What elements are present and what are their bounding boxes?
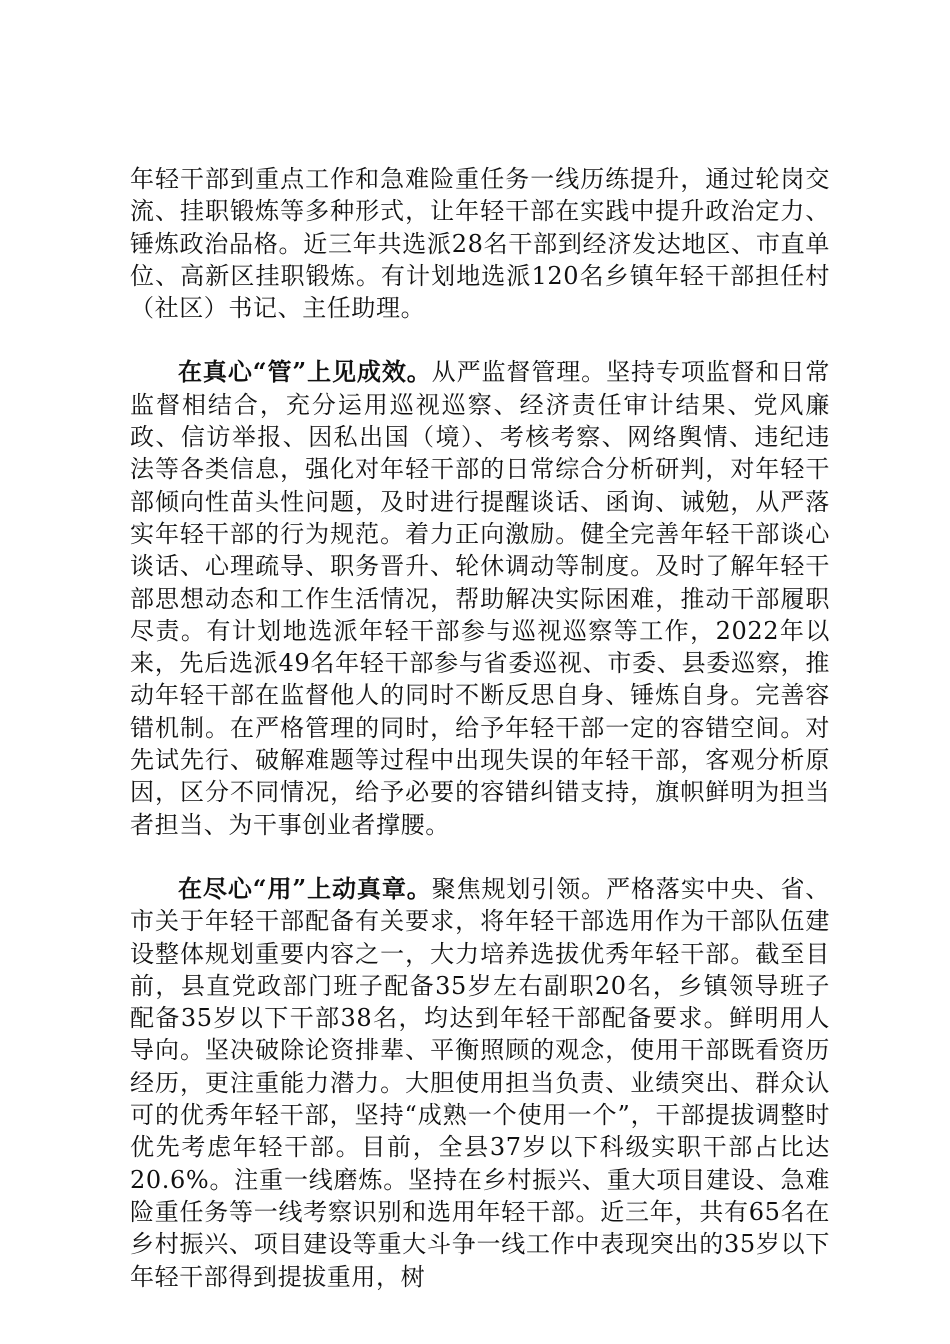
paragraph-3 bbox=[130, 873, 830, 1293]
document-body bbox=[130, 163, 830, 1325]
paragraph-2-body: 从严监督管理。坚持专项监督和日常监督相结合，充分运用巡视巡察、经济责任审计结果、党风廉政、信访举报、因私出国（境）、考核考察、网络舆情、违纪违法等各类信息，强化对年轻干部的日常综合分析研判，对年轻干部倾向性苗头性问题，及时进行提醒谈话、函询、诫勉，从严落实年轻干部的行为规范。着力正向激励。健全完善年轻干部谈心谈话、心理疏导、职务晋升、轮休调动等制度。及时了解年轻干部思想动态和工作生活情况，帮助解决实际困难，推动干部履职尽责。有计划地选派年轻干部参与巡视巡察等工作，2022年以来，先后选派49名年轻干部参与省委巡视、市委、县委巡察，推动年轻干部在监督他人的同时不断反思自身、锤炼自身。完善容错机制。在严格管理的同时，给予年轻干部一定的容错空间。对先试先行、破解难题等过程中出现失误的年轻干部，客观分析原因，区分不同情况，给予必要的容错纠错支持，旗帜鲜明为担当者担当、为干事创业者撑腰。 bbox=[130, 358, 830, 839]
paragraph-3-body: 聚焦规划引领。严格落实中央、省、市关于年轻干部配备有关要求，将年轻干部选用作为干部队伍建设整体规划重要内容之一，大力培养选拔优秀年轻干部。截至目前，县直党政部门班子配备35岁左右副职20名，乡镇领导班子配备35岁以下干部38名，均达到年轻干部配备要求。鲜明用人导向。坚决破除论资排辈、平衡照顾的观念，使用干部既看资历经历，更注重能力潜力。大胆使用担当负责、业绩突出、群众认可的优秀年轻干部，坚持“成熟一个使用一个”，干部提拔调整时优先考虑年轻干部。目前，全县37岁以下科级实职干部占比达20.6%。注重一线磨炼。坚持在乡村振兴、重大项目建设、急难险重任务等一线考察识别和选用年轻干部。近三年，共有65名在乡村振兴、项目建设等重大斗争一线工作中表现突出的35岁以下年轻干部得到提拔重用，树 bbox=[130, 874, 830, 1291]
paragraph-1-body: 年轻干部到重点工作和急难险重任务一线历练提升，通过轮岗交流、挂职锻炼等多种形式，让年轻干部在实践中提升政治定力、锤炼政治品格。近三年共选派28名干部到经济发达地区、市直单位、高新区挂职锻炼。有计划地选派120名乡镇年轻干部担任村（社区）书记、主任助理。 bbox=[130, 165, 830, 323]
paragraph-2-lead: 在真心“管”上见成效。 bbox=[178, 357, 432, 387]
paragraph-1 bbox=[130, 163, 830, 324]
paragraph-2 bbox=[130, 356, 830, 840]
paragraph-3-lead: 在尽心“用”上动真章。 bbox=[178, 873, 432, 903]
